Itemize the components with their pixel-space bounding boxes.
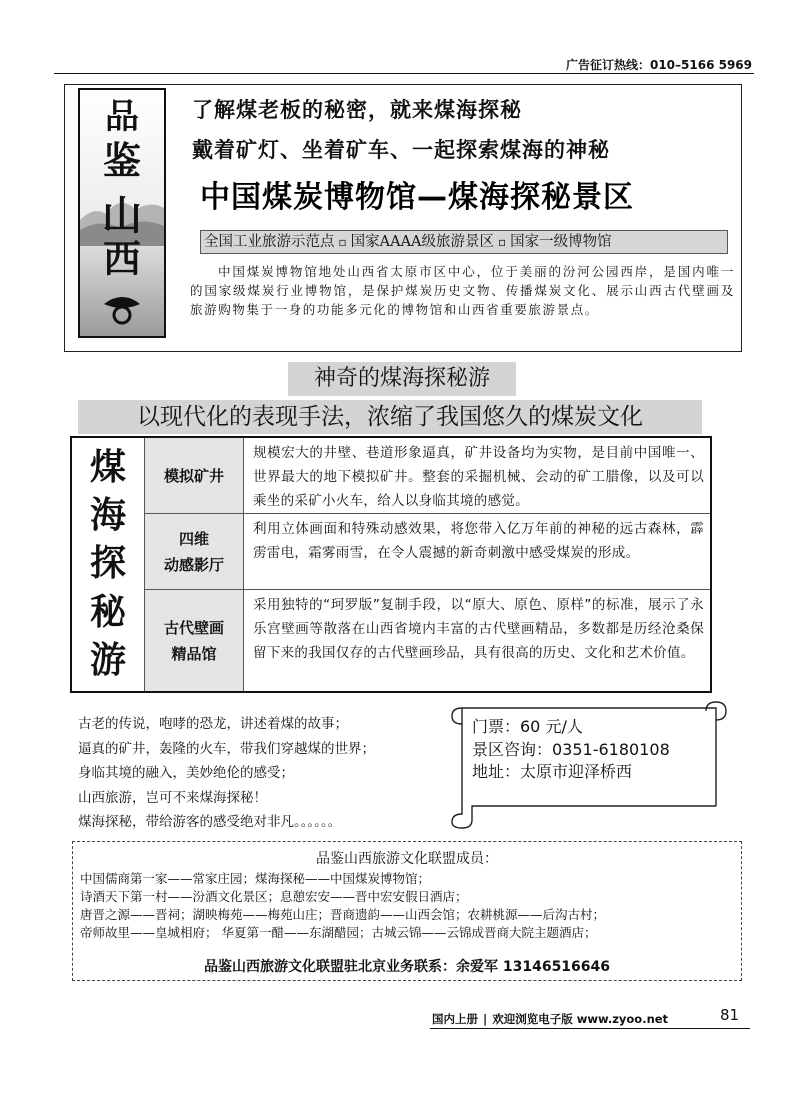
museum-intro: 中国煤炭博物馆地处山西省太原市区中心，位于美丽的汾河公园西岸，是国内唯一的国家级煤炭行业博物馆，是保护煤炭历史文物、传播煤炭文化、展示山西古代壁画及旅游购物集于一身的功能多元化的博物馆和山西省重要旅游景点。 bbox=[190, 264, 735, 317]
section-subheading: 以现代化的表现手法，浓缩了我国悠久的煤炭文化 bbox=[78, 400, 702, 434]
feature-row bbox=[145, 438, 710, 514]
feature-name-line: 精品馆 bbox=[171, 644, 217, 663]
honors-bar bbox=[200, 230, 728, 254]
logo-glyph-4: 西 bbox=[102, 236, 141, 281]
museum-title: 中国煤炭博物馆—煤海探秘景区 bbox=[200, 180, 634, 215]
feature-rows bbox=[145, 438, 710, 691]
vertical-title-char: 煤 bbox=[89, 447, 126, 489]
vertical-title-char: 探 bbox=[89, 543, 126, 585]
feature-name-line: 古代壁画 bbox=[163, 618, 224, 637]
feature-description: 规模宏大的井壁、巷道形象逼真，矿井设备均为实物，是目前中国唯一、世界最大的地下模拟矿井。整套的采掘机械、会动的矿工腊像，以及可以乘坐的采矿小火车，给人以身临其境的感觉。 bbox=[253, 445, 704, 509]
honor-item: 国家一级博物馆 bbox=[510, 234, 612, 250]
alliance-box bbox=[72, 841, 742, 981]
alliance-member-line: 诗酒天下第一村——汾酒文化景区；息憩宏安——晋中宏安假日酒店； bbox=[80, 889, 468, 904]
feature-row bbox=[145, 590, 710, 691]
feature-name bbox=[145, 514, 244, 589]
feature-table bbox=[70, 436, 712, 693]
ad-hotline: 广告征订热线：010–5166 5969 bbox=[565, 58, 752, 72]
alliance-member-line: 帝师故里——皇城相府； 华夏第一醋——东湖醋园；古城云锦——云锦成晋商大院主题酒店； bbox=[80, 925, 597, 940]
logo-glyph-3: 山 bbox=[102, 192, 142, 239]
address: 地址：太原市迎泽桥西 bbox=[472, 762, 633, 781]
page-footer bbox=[432, 1011, 668, 1027]
alliance-member-line: 唐晋之源——晋祠；湖映梅苑——梅苑山庄；晋商遗韵——山西会馆；农耕桃源——后沟古村； bbox=[80, 907, 606, 922]
feature-name bbox=[145, 590, 244, 691]
logo-glyph-1: 品 bbox=[105, 97, 139, 137]
alliance-member-line: 中国儒商第一家——常家庄园；煤海探秘——中国煤炭博物馆； bbox=[80, 871, 431, 886]
poem-line: 身临其境的融入，美妙绝伦的感受； bbox=[78, 765, 294, 781]
vertical-title bbox=[72, 438, 145, 691]
feature-name-line: 四维 bbox=[178, 529, 209, 548]
honor-item: 全国工业旅游示范点 bbox=[204, 234, 335, 250]
poem-line: 逼真的矿井，轰隆的火车，带我们穿越煤的世界； bbox=[78, 740, 375, 757]
poem-line: 山西旅游，岂可不来煤海探秘！ bbox=[78, 789, 267, 806]
square-bullet-icon: ▫ bbox=[498, 235, 507, 249]
promo-poem bbox=[78, 712, 375, 835]
poem-line: 煤海探秘，带给游客的感受绝对非凡。。。。。。 bbox=[78, 814, 342, 830]
alliance-title: 品鉴山西旅游文化联盟成员： bbox=[316, 851, 498, 867]
pinjian-shanxi-logo bbox=[78, 88, 166, 338]
page-number: 81 bbox=[720, 1006, 740, 1024]
honor-item: 国家AAAA级旅游景区 bbox=[350, 234, 495, 250]
square-bullet-icon: ▫ bbox=[338, 235, 347, 249]
section-heading: 神奇的煤海探秘游 bbox=[288, 362, 516, 396]
feature-name bbox=[145, 438, 244, 513]
feature-row bbox=[145, 514, 710, 590]
footer-section-label: 国内上册 bbox=[432, 1012, 478, 1026]
footer-rule bbox=[430, 1028, 750, 1029]
slogan-explore: 戴着矿灯、坐着矿车、一起探索煤海的神秘 bbox=[192, 138, 610, 162]
alliance-contact: 品鉴山西旅游文化联盟驻北京业务联系：余爱军 13146516646 bbox=[203, 959, 611, 975]
ticket-price: 门票：60 元/人 bbox=[472, 717, 583, 736]
alliance-members bbox=[80, 870, 605, 942]
feature-description: 利用立体画面和特殊动感效果，将您带入亿万年前的神秘的远古森林，霹雳雷电，霜雾雨雪，在令人震撼的新奇刺激中感受煤炭的形成。 bbox=[253, 521, 704, 561]
feature-description: 采用独特的“珂罗版”复制手段，以“原大、原色、原样”的标准，展示了永乐宫壁画等散落在山西省境内丰富的古代壁画精品，多数都是历经沧桑保留下来的我国仅存的古代壁画珍品，具有很高的历史、文化和艺术价值。 bbox=[253, 597, 704, 661]
feature-name-line: 模拟矿井 bbox=[163, 466, 224, 485]
vertical-title-char: 海 bbox=[89, 495, 126, 537]
vertical-title-char: 秘 bbox=[89, 591, 126, 633]
header-rule bbox=[54, 73, 754, 74]
vertical-title-char: 游 bbox=[89, 639, 126, 681]
feature-name-line: 动感影厅 bbox=[163, 555, 224, 574]
footer-separator: | bbox=[483, 1012, 488, 1026]
visitor-info bbox=[472, 716, 670, 784]
door-knocker-icon bbox=[102, 292, 142, 326]
inquiry-phone: 景区咨询：0351-6180108 bbox=[472, 739, 670, 759]
poem-line: 古老的传说，咆哮的恐龙，讲述着煤的故事； bbox=[78, 716, 348, 732]
footer-tagline: 欢迎浏览电子版 www.zyoo.net bbox=[492, 1012, 669, 1026]
slogan-secret: 了解煤老板的秘密，就来煤海探秘 bbox=[192, 98, 522, 122]
logo-glyph-2: 鉴 bbox=[102, 138, 141, 183]
